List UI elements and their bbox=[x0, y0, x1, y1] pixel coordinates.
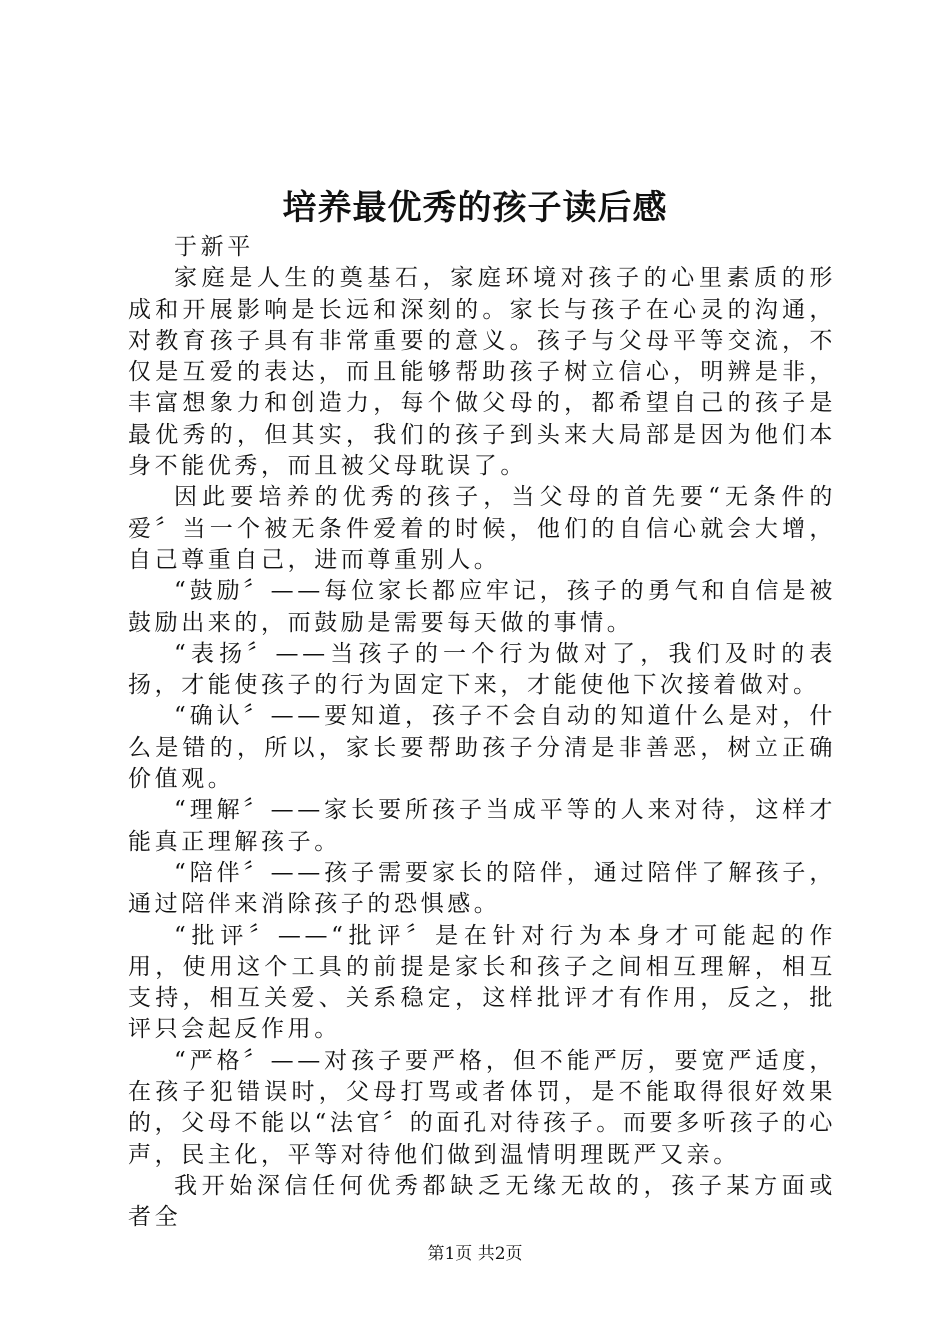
paragraph-understand: “理解〞——家长要所孩子当成平等的人来对待，这样才能真正理解孩子。 bbox=[128, 797, 836, 855]
paragraph-encourage: “鼓励〞——每位家长都应牢记，孩子的勇气和自信是被鼓励出来的，而鼓励是需要每天做的事情。 bbox=[128, 578, 836, 636]
paragraph-criticize: “批评〞——“批评〞是在针对行为本身才可能起的作用，使用这个工具的前提是家长和孩子之间相互理解，相互支持，相互关爱、关系稳定，这样批评才有作用，反之，批评只会起反作用。 bbox=[128, 922, 836, 1043]
paragraph-conclusion: 我开始深信任何优秀都缺乏无缘无故的，孩子某方面或者全 bbox=[128, 1172, 836, 1231]
document-body bbox=[128, 232, 836, 1234]
author-name: 于新平 bbox=[174, 234, 254, 260]
paragraph-unconditional-love: 因此要培养的优秀的孩子，当父母的首先要“无条件的爱〞当一个被无条件爱着的时候，他们的自信心就会大增，自己尊重自己，进而尊重别人。 bbox=[128, 484, 836, 573]
paragraph-accompany: “陪伴〞——孩子需要家长的陪伴，通过陪伴了解孩子，通过陪伴来消除孩子的恐惧感。 bbox=[128, 859, 836, 918]
paragraph-confirm: “确认〞——要知道，孩子不会自动的知道什么是对，什么是错的，所以，家长要帮助孩子分清是非善恶，树立正确价值观。 bbox=[128, 703, 836, 793]
paragraph-strict: “严格〞——对孩子要严格，但不能严厉，要宽严适度，在孩子犯错误时，父母打骂或者体罚，是不能取得很好效果的，父母不能以“法官〞的面孔对待孩子。而要多听孩子的心声，民主化，平等对待他们做到温情明理既严又亲。 bbox=[128, 1047, 836, 1168]
paragraph-intro: 家庭是人生的奠基石，家庭环境对孩子的心里素质的形成和开展影响是长远和深刻的。家长与孩子在心灵的沟通，对教育孩子具有非常重要的意义。孩子与父母平等交流，不仅是互爱的表达，而且能够帮助孩子树立信心，明辨是非，丰富想象力和创造力，每个做父母的，都希望自己的孩子是最优秀的，但其实，我们的孩子到头来大局部是因为他们本身不能优秀，而且被父母耽误了。 bbox=[128, 265, 836, 480]
page-footer: 第1页 共2页 bbox=[427, 1244, 523, 1264]
document-title: 培养最优秀的孩子读后感 bbox=[282, 188, 668, 228]
paragraph-praise: “表扬〞——当孩子的一个行为做对了，我们及时的表扬，才能使孩子的行为固定下来，才能使他下次接着做对。 bbox=[128, 640, 836, 699]
